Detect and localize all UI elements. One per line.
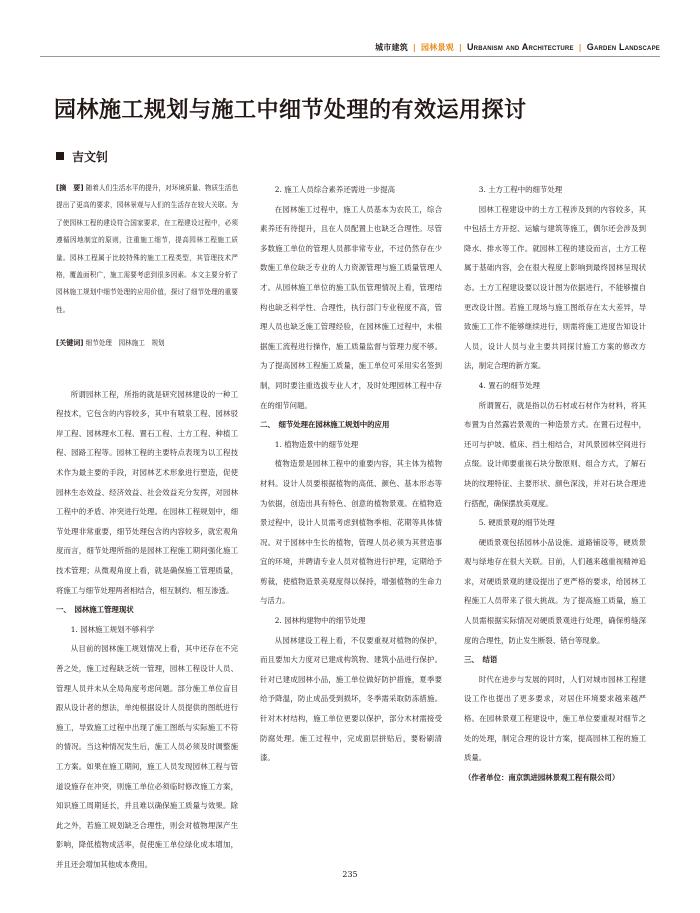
section-3-heading: 三、 结语: [464, 655, 498, 665]
abstract-text: 随着人们生活水平的提升，对环境质量、物质生活也提出了更高的要求，园林景观与人们的生活存在较大关联。为了使园林工程的建设符合国家要求，在工程建设过程中，必须遵循因地制宜的原则，注重施工细节，提高园林工程施工质量。园林工程属于比较特殊的施工工程类型，其管理技术严格，覆盖面积广，施工需要考虑到很多因素。本文主要分析了园林施工规划中细节处理的应用价值，探讨了细节处理的重要性。: [56, 184, 239, 314]
paragraph-2-5: 硬质景观包括园林小品设施、道路铺设等，硬质景观与绿地存在很大关联。目前，人们越来越重视精神追求，对硬质景观的建设提出了更严格的要求，给园林工程施工人员带来了很大挑战。为了提高施工质量，施工人员需根据实际情况对硬质景观进行处理，确保剪缝深度的合理性，防止发生断裂、错台等现象。: [464, 537, 646, 645]
abstract: [56, 180, 238, 319]
intro-paragraph: 所谓园林工程，所指的就是研究园林建设的一种工程技术，它包含的内容较多，其中有喷泉工程、园林驳岸工程、园林理水工程、置石工程、土方工程、种植工程、园路工程等。园林工程的主要特点表现为以工程技术作为最主要的手段，对园林艺术形象进行塑造，促使园林生态效益、经济效益、社会效益充分发挥，对园林工程中的矛盾、冲突进行处理。在园林工程规划中，细节处理非常重要，细节处理包含的内容较多，就宏观角度而言，细节处理所指的是园林工程施工期间强化施工技术管理；从微观角度上看，就是确保施工管理质量，将施工与细节处理两者相结合，相互制约、相互渗透。: [56, 389, 238, 595]
header-separator-3: |: [578, 43, 582, 52]
subsection-1-2-heading: 2. 施工人员综合素养还需进一步提高: [274, 185, 396, 194]
column-2: [260, 180, 442, 768]
column-3: [464, 180, 646, 787]
keywords: [56, 335, 238, 352]
keywords-text: 细节处理 园林施工 规划: [85, 339, 165, 348]
header-section-cn: 城市建筑: [375, 43, 408, 52]
column-1: [56, 180, 238, 875]
header-rule: [40, 56, 660, 57]
paragraph-3: 时代在进步与发展的同时，人们对城市园林工程建设工作也提出了更多要求，对居住环境要求越来越严格。在园林景观工程建设中，施工单位要重视对细节之处的处理，制定合理的设计方案，提高园林工程的施工质量。: [464, 674, 646, 763]
square-bullet-icon: [56, 152, 64, 160]
abstract-tag: [摘 要]: [56, 184, 84, 192]
page-number: 235: [342, 870, 358, 879]
paragraph-1-2: 在园林施工过程中，施工人员基本为农民工，综合素养还有待提升，且在人员配置上也缺乏合理性。尽管多数施工单位的管理人员都非常专业，不过仍然存在少数施工单位缺乏专业的人力资源管理与施工质量管理人才。从园林施工单位的施工队伍管理情况上看，管理结构也缺乏科学性、合理性，执行部门专业程度不高，管理人员也缺乏施工管理经验，在园林施工过程中，未根据施工流程进行操作，施工质量监督与管理力度不够。为了提高园林工程施工质量，施工单位可采用实名签到制，同时要注重选拔专业人才，及时处理园林工程中存在的细节问题。: [260, 204, 442, 410]
section-2-heading: 二、 细节处理在园林施工规划中的应用: [260, 420, 390, 430]
paragraph-2-3: 园林工程建设中的土方工程涉及到的内容较多，其中包括土方开挖、运输与建筑等施工，偶尔还会涉及到降水、排水等工作。就园林工程的建设而言，土方工程属于基础内容，会在很大程度上影响到最终园林呈现状态。土方工程建设要以设计图为依据进行，不能够擅自更改设计图。若施工现场与施工图纸存在太大差异，导致施工工作不能够继续进行，则需将施工进度告知设计人员，设计人员与业主要共同探讨施工方案的修改方法，制定合理的新方案。: [464, 204, 646, 371]
subsection-2-4-heading: 4. 置石的细节处理: [478, 380, 540, 390]
subsection-2-5-heading: 5. 硬质景观的细节处理: [478, 518, 555, 528]
running-header: [375, 42, 660, 53]
section-1-heading: 一、 园林施工管理现状: [56, 605, 134, 615]
header-section-en: Urbanism and Architecture: [466, 42, 574, 52]
header-subsection-en: Garden Landscape: [586, 42, 660, 52]
paragraph-2-4: 所谓置石，就是指以仿石材或石材作为材料，将其布置为自然露岩景观的一种造景方式。在置石过程中，还可与护坡、植床、挡土相结合，对风景园林空间进行点缀。设计师要重视石块分散原则、组合方式，了解石块的纹理特征、主要形状、颜色深浅，并对石块合理进行搭配，确保摆放美观度。: [464, 400, 646, 508]
header-subsection-cn: 园林景观: [421, 43, 454, 52]
paragraph-1-1: 从目前的园林施工规划情况上看，其中还存在不完善之处，施工过程缺乏统一管理，园林工程设计人员、管理人员并未从全局角度考虑问题。部分施工单位盲目跟从设计者的想法，单纯根据设计人员提供的图纸进行施工，导致施工过程中出现了施工图纸与实际施工不符的情况。当这种情况发生后，施工人员必须及时调整施工方案。如果在施工期间，施工人员发现园林工程与管道设施存在冲突，则施工单位必须临时修改施工方案，知识施工周期延长，并且难以确保施工质量与效果。除此之外，若施工规划缺乏合理性，则会对植物埋深产生影响，降低植物成活率，促使施工单位绿化成本增加，并且还会增加其他成本费用。: [56, 644, 238, 869]
header-separator-2: |: [458, 43, 462, 52]
author-name: 吉文钊: [72, 150, 109, 164]
author-line: [56, 148, 108, 165]
article-title: 园林施工规划与施工中细节处理的有效运用探讨: [54, 98, 527, 123]
subsection-1-1-heading: 1. 园林施工规划不够科学: [70, 624, 155, 634]
paragraph-2-2: 从园林建设工程上看，不仅要重视对植物的保护，而且要加大力度对已建成构筑物、建筑小品进行保护。针对已建成园林小品，施工单位做好防护措施，夏季要给予降温，防止成品受到损坏，冬季需采取防冻措施。针对木材结构，施工单位更要以保护，部分木材需接受防腐处理。施工过程中，完成面层拼贴后，要粉刷清漆。: [260, 635, 442, 763]
paragraph-2-1: 植物造景是园林工程中的重要内容，其主体为植物材料。设计人员要根据植物的高低、颜色、基本形态等为依据，创造出具有特色、创意的植物景观。在植物造景过程中，设计人员需考虑到植物季相、花期等具体情况。对于园林中生长的植物，管理人员必须为其营造事宜的环境，并聘请专业人员对植物进行护理，定期给予剪裁，使植物造景美观度得以保持，增强植物的生命力与活力。: [260, 459, 442, 606]
keywords-tag: [关键词]: [56, 339, 84, 348]
subsection-2-3-heading: 3. 土方工程中的细节处理: [478, 185, 563, 194]
author-affiliation: （作者单位：南京凯进园林景观工程有限公司）: [464, 772, 620, 782]
subsection-2-2-heading: 2. 园林构建物中的细节处理: [274, 616, 366, 626]
header-separator-1: |: [412, 43, 417, 52]
subsection-2-1-heading: 1. 植物造景中的细节处理: [274, 439, 359, 449]
